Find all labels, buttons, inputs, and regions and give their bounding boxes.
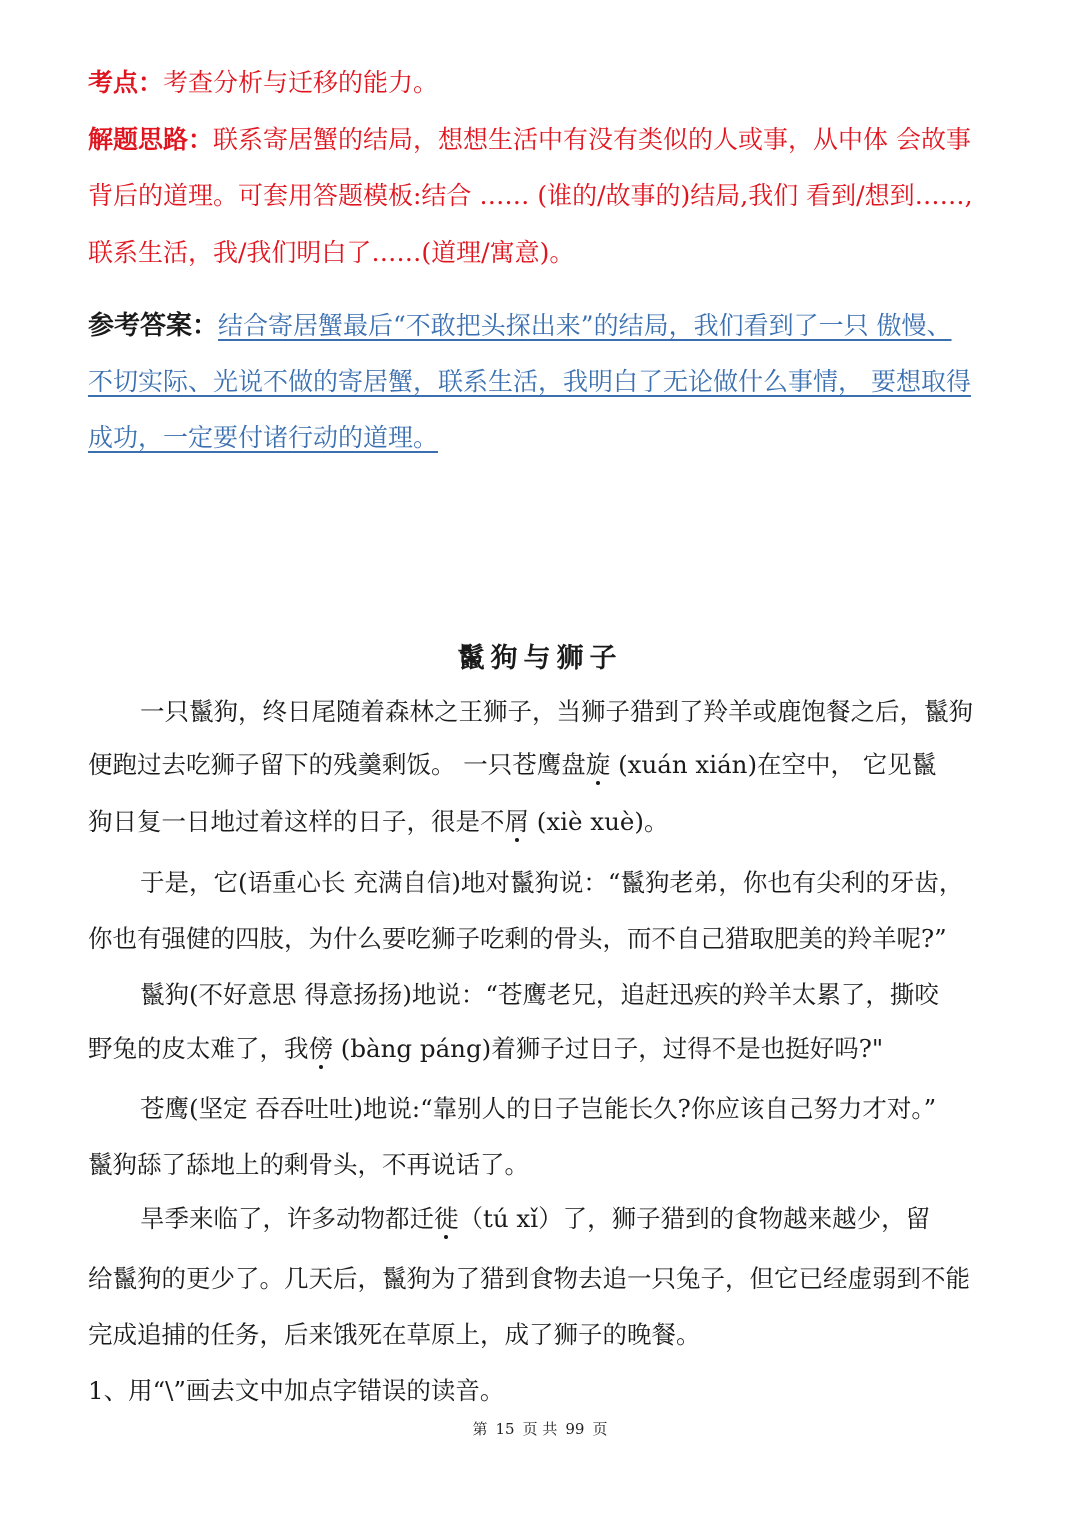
jieti-line-3: 联系生活，我/我们明白了……(道理/寓意)。	[88, 238, 575, 267]
question-1: 1、用“\”画去文中加点字错误的读音。	[88, 1376, 505, 1405]
story-p1-line-2-a: 便跑过去吃狮子留下的残羹剩饭。 一只苍鹰盘	[88, 750, 586, 779]
story-p4-line-2: 鬣狗舔了舔地上的剩骨头，不再说话了。	[88, 1150, 529, 1179]
jieti-text-1: 联系寄居蟹的结局，想想生活中有没有类似的人或事，从中体 会故事	[213, 125, 971, 154]
story-p3-line-1: 鬣狗(不好意思 得意扬扬)地说：“苍鹰老兄，追赶迅疾的羚羊太累了，撕咬	[140, 980, 939, 1009]
page-footer	[0, 1418, 1080, 1439]
kaodian-text: 考查分析与迁移的能力。	[163, 68, 439, 97]
jieti-line-2: 背后的道理。可套用答题模板:结合 …… (谁的/故事的)结局,我们 看到/想到……,	[88, 181, 973, 210]
jieti-label: 解题思路：	[88, 125, 214, 154]
dotted-char-xi: 徙	[434, 1204, 459, 1233]
story-p3-line-2	[88, 1032, 883, 1066]
story-p2-line-1: 于是，它(语重心长 充满自信)地对鬣狗说：“鬣狗老弟，你也有尖利的牙齿，	[140, 868, 964, 897]
kaodian-label: 考点：	[88, 68, 164, 97]
story-p3-line-2-a: 野兔的皮太难了，我	[88, 1034, 309, 1063]
answer-text-2[interactable]: 不切实际、光说不做的寄居蟹，联系生活，我明白了无论做什么事情， 要想取得	[88, 367, 971, 396]
story-p1-line-1: 一只鬣狗，终日尾随着森林之王狮子，当狮子猎到了羚羊或鹿饱餐之后，鬣狗	[140, 697, 973, 726]
story-p1-line-2-b: (xuán xián)在空中， 它见鬣	[610, 750, 937, 779]
story-p5-line-1	[140, 1202, 930, 1236]
answer-text-1[interactable]: 结合寄居蟹最后“不敢把头探出来”的结局，我们看到了一只 傲慢、	[218, 311, 952, 340]
story-p1-line-3-a: 狗日复一日地过着这样的日子，很是不	[88, 807, 505, 836]
dotted-char-xuan: 旋	[585, 750, 611, 779]
story-p2-line-2: 你也有强健的四肢，为什么要吃狮子吃剩的骨头，而不自己猎取肥美的羚羊呢?”	[88, 924, 947, 953]
kaodian-line	[88, 66, 438, 100]
story-p1-line-3-b: (xiè xuè)。	[529, 807, 669, 836]
story-p1-line-3	[88, 805, 668, 839]
answer-text-3[interactable]: 成功，一定要付诸行动的道理。	[88, 423, 439, 452]
answer-label: 参考答案：	[88, 311, 219, 341]
dotted-char-bang: 傍	[308, 1034, 333, 1063]
footer-mid: 页 共	[522, 1420, 558, 1438]
footer-suffix: 页	[592, 1420, 608, 1438]
story-p5-line-1-a: 旱季来临了，许多动物都迁	[140, 1204, 434, 1233]
story-title: 鬣狗与狮子	[457, 643, 623, 674]
story-p5-line-2: 给鬣狗的更少了。几天后，鬣狗为了猎到食物去追一只兔子，但它已经虚弱到不能	[88, 1264, 970, 1293]
dotted-char-xie: 屑	[504, 807, 529, 836]
story-p5-line-3: 完成追捕的任务，后来饿死在草原上，成了狮子的晚餐。	[88, 1320, 701, 1349]
footer-page-num: 15	[495, 1420, 515, 1438]
answer-line-1	[88, 309, 952, 343]
story-p5-line-1-b: （tú xǐ）了，狮子猎到的食物越来越少，留	[458, 1204, 931, 1233]
story-p3-line-2-b: (bàng páng)着狮子过日子，过得不是也挺好吗?"	[333, 1034, 884, 1063]
jieti-line-1	[88, 123, 971, 157]
story-p1-line-2	[88, 748, 936, 782]
story-p4-line-1: 苍鹰(坚定 吞吞吐吐)地说:“靠别人的日子岂能长久?你应该自己努力才对。”	[140, 1094, 937, 1123]
footer-prefix: 第	[472, 1420, 488, 1438]
footer-page-total: 99	[565, 1420, 585, 1438]
